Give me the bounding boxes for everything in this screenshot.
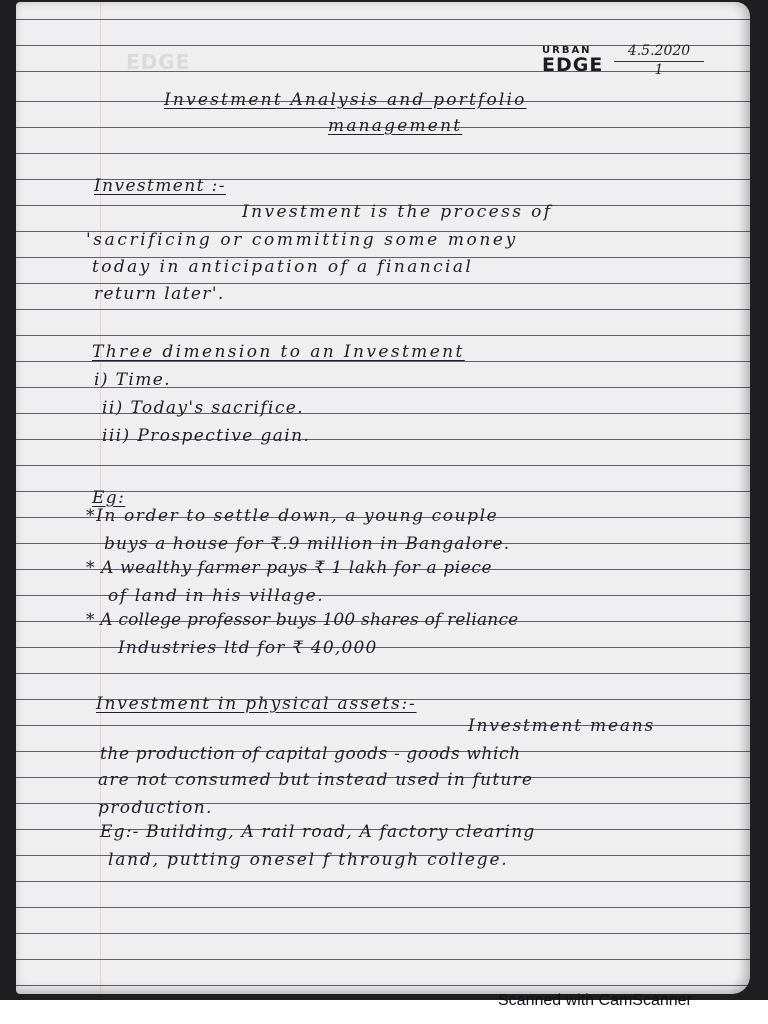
- example-line-2: buys a house for ₹.9 million in Bangalore.: [104, 534, 511, 554]
- date-block: [614, 44, 704, 79]
- notebook-page: [16, 2, 750, 994]
- dimension-item-2: ii) Today's sacrifice.: [102, 398, 305, 418]
- examples-heading: Eg:: [92, 488, 126, 508]
- physical-line-3: are not consumed but instead used in future: [98, 770, 534, 790]
- watermark-text: EDGE: [126, 50, 191, 74]
- brand-top-text: URBAN: [542, 45, 592, 56]
- physical-assets-heading: Investment in physical assets:-: [96, 694, 417, 714]
- page-watermark: [126, 50, 190, 74]
- brand-logo: [542, 46, 603, 75]
- example-line-6: Industries ltd for ₹ 40,000: [118, 638, 378, 658]
- definition-line-4: return later'.: [94, 284, 225, 304]
- physical-line-1: Investment means: [468, 716, 656, 736]
- scanner-watermark: Scanned with CamScanner: [498, 992, 692, 1009]
- example-line-3: * A wealthy farmer pays ₹ 1 lakh for a piece: [86, 558, 493, 578]
- dimension-item-3: iii) Prospective gain.: [102, 426, 311, 446]
- example-line-4: of land in his village.: [108, 586, 325, 606]
- physical-line-2: the production of capital goods - goods which: [100, 744, 521, 764]
- definition-line-2: 'sacrificing or committing some money: [86, 230, 518, 250]
- notes-title-line1: Investment Analysis and portfolio: [164, 90, 527, 110]
- dimension-item-1: i) Time.: [94, 370, 172, 390]
- physical-line-4: production.: [98, 798, 213, 818]
- brand-main-text: EDGE: [542, 54, 604, 76]
- example-line-1: *In order to settle down, a young couple: [86, 506, 499, 526]
- physical-example-line-1: Eg:- Building, A rail road, A factory clearing: [100, 822, 536, 842]
- physical-example-line-2: land, putting onesel f through college.: [108, 850, 509, 870]
- investment-heading: Investment :-: [94, 176, 226, 196]
- page-number: 1: [614, 61, 704, 78]
- notes-title-line2: management: [328, 116, 463, 136]
- definition-line-1: Investment is the process of: [242, 202, 553, 222]
- dimensions-heading: Three dimension to an Investment: [92, 342, 465, 362]
- definition-line-3: today in anticipation of a financial: [92, 257, 474, 277]
- page-date: 4.5.2020: [627, 43, 691, 59]
- example-line-5: * A college professor buys 100 shares of reliance: [86, 610, 519, 630]
